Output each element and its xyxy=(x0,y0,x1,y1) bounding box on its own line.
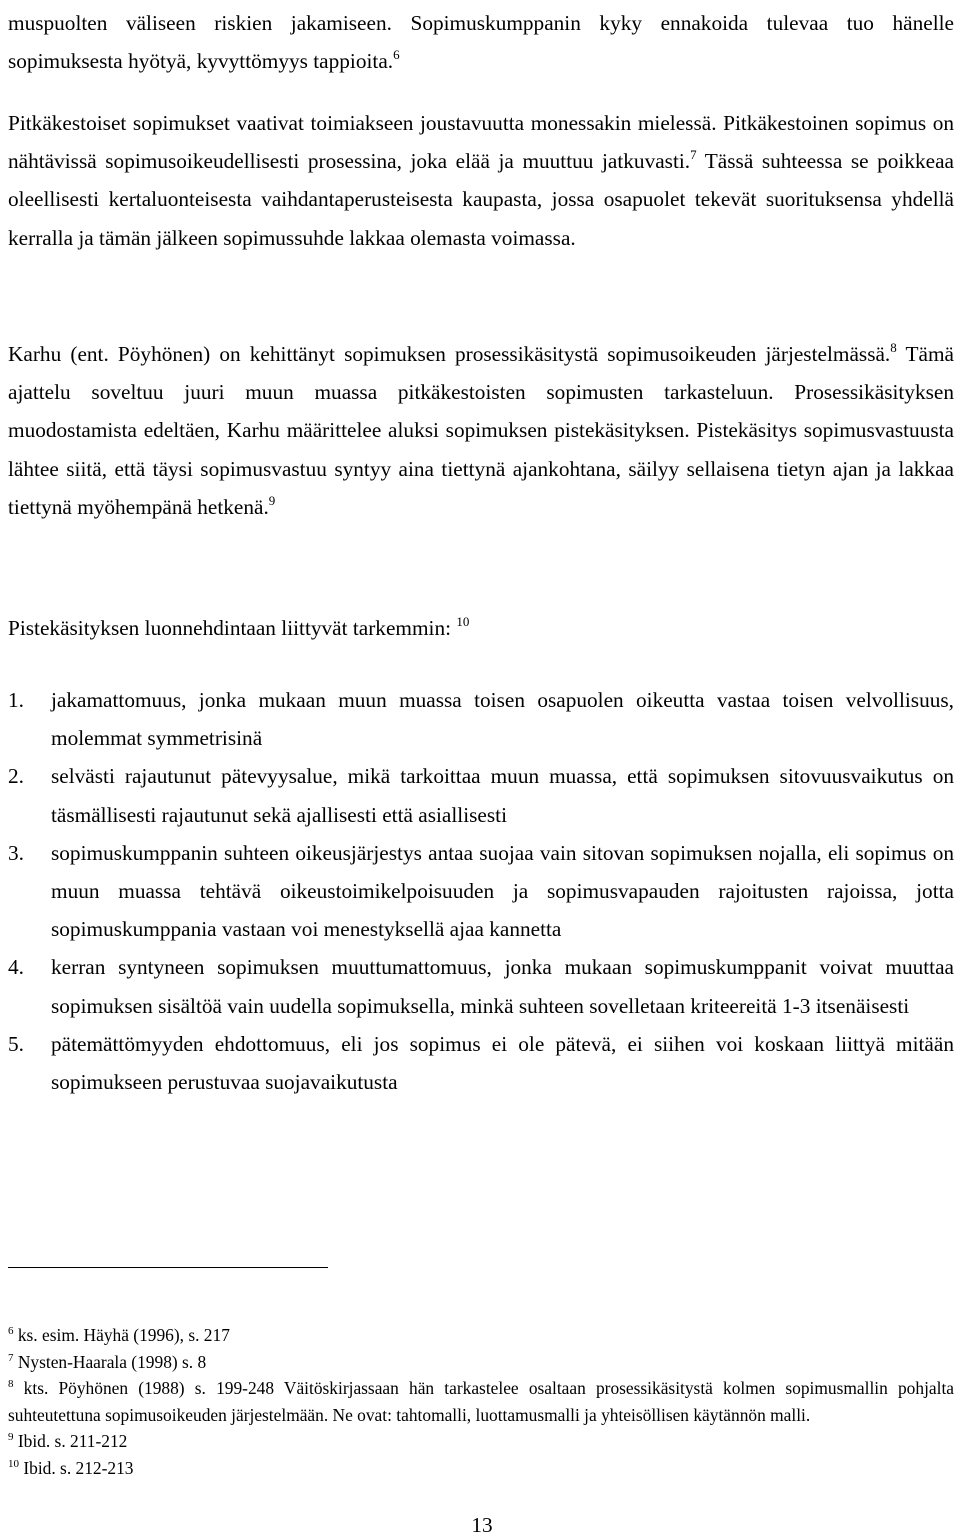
footnotes xyxy=(8,1322,954,1481)
list-item xyxy=(8,681,954,757)
footnote-number: 7 xyxy=(8,1351,14,1364)
list-item-text: selvästi rajautunut pätevyysalue, mikä tarkoittaa muun muassa, että sopimuksen sitovuusvaikutus on täsmällisesti rajautunut sekä ajallisesti että asiallisesti xyxy=(51,764,954,827)
footnote-ref-8[interactable]: 8 xyxy=(890,340,897,355)
list-item-number: 5. xyxy=(8,1031,24,1056)
paragraph-long-term-contracts: Pitkäkestoiset sopimukset vaativat toimiakseen joustavuutta monessakin mielessä. Pitkäkestoinen sopimus on nähtävissä sopimusoikeudellisesti prosessina, joka elää ja muuttuu jatkuvasti.$^7$ Tässä suhteessa se poikkeaa oleellisesti kertaluonteisesta vaihdantaperusteisesta kaupasta, jossa osapuolet tekevät suorituksensa yhdellä kerralla ja tämän jälkeen sopimussuhde lakkaa olemasta voimassa. xyxy=(8,111,954,250)
list-item-number: 1. xyxy=(8,688,24,712)
footnote-number: 9 xyxy=(8,1431,14,1443)
list-item xyxy=(8,757,954,833)
footnote-ref-10[interactable]: 10 xyxy=(456,614,470,629)
list-item-text: pätemättömyyden ehdottomuus, eli jos sopimus ei ole pätevä, ei siihen voi koskaan liittyä mitään sopimukseen perustuvaa suojavaikutusta xyxy=(51,1031,954,1095)
footnote-ref-6[interactable]: 6 xyxy=(393,47,400,63)
list-item xyxy=(8,834,954,949)
footnote-number: 6 xyxy=(8,1325,14,1337)
characteristics-list xyxy=(8,681,954,1101)
footnote-item xyxy=(8,1428,954,1455)
list-item-text: jakamattomuus, jonka mukaan muun muassa toisen osapuolen oikeutta vastaa toisen velvollisuus, molemmat symmetrisinä xyxy=(51,688,954,751)
list-item xyxy=(8,1025,954,1101)
list-item-text: kerran syntyneen sopimuksen muuttumattomuus, jonka mukaan sopimuskumppanit voivat muuttaa sopimuksen sisältöä vain uudella sopimuksella, minkä suhteen sovelletaan kriteereitä 1-3 itsenäisesti xyxy=(51,955,954,1018)
footnote-number: 10 xyxy=(8,1457,19,1470)
page-number: 13 xyxy=(471,1513,493,1537)
footnote-item xyxy=(8,1349,954,1376)
footnote-item xyxy=(8,1375,954,1428)
list-item-number: 3. xyxy=(8,840,24,865)
list-item-text: sopimuskumppanin suhteen oikeusjärjestys antaa suojaa vain sitovan sopimuksen nojalla, eli sopimus on muun muassa tehtävä oikeustoimikelpoisuuden ja sopimusvapauden rajoitusten rajoissa, jotta sopimuskumppania vastaan voi menestyksellä ajaa kannetta xyxy=(51,840,954,942)
footnote-item xyxy=(8,1322,954,1349)
footnote-text: Nysten-Haarala (1998) s. 8 xyxy=(13,1351,207,1372)
footnote-ref-7[interactable]: 7 xyxy=(690,147,697,163)
footnote-text: Ibid. s. 212-213 xyxy=(19,1457,134,1478)
footnote-item xyxy=(8,1455,954,1482)
paragraph-process-concept: Karhu (ent. Pöyhönen) on kehittänyt sopimuksen prosessikäsitystä sopimusoikeuden järjestelmässä.$^8$ Tämä ajattelu soveltuu juuri muun muassa pitkäkestoisten sopimusten tarkasteluun. Prosessikäsityksen muodostamista edeltäen, Karhu määrittelee aluksi sopimuksen pistekäsityksen. Pistekäsitys sopimusvastuusta lähtee siitä, että täysi sopimusvastuu syntyy aina tiettynä ajankohtana, säilyy sellaisena tietyn ajan ja lakkaa tiettynä myöhempänä hetkenä.$^9$ xyxy=(8,340,954,519)
footnote-text: ks. esim. Häyhä (1996), s. 217 xyxy=(13,1325,230,1345)
footnote-separator xyxy=(8,1267,328,1268)
list-item xyxy=(8,948,954,1024)
list-item-number: 2. xyxy=(8,764,24,789)
footnote-ref-9[interactable]: 9 xyxy=(268,492,276,508)
footnote-number: 8 xyxy=(8,1378,14,1390)
paragraph-list-intro: Pistekäsityksen luonnehdintaan liittyvät tarkemmin: $^{10}$ xyxy=(8,614,470,640)
list-item-number: 4. xyxy=(8,955,24,980)
paragraph-risk-sharing: muspuolten väliseen riskien jakamiseen. Sopimuskumppanin kyky ennakoida tulevaa tuo hänelle sopimuksesta hyötyä, kyvyttömyys tappioita.$^6$ xyxy=(8,11,954,74)
footnote-text: kts. Pöyhönen (1988) s. 199-248 Väitöskirjassaan hän tarkastelee osaltaan prosessikäsitystä kolmen sopimusmallin pohjalta suhteutettuna sopimusoikeuden järjestelmään. Ne ovat: tahtomalli, luottamusmalli ja yhteisöllisen käytännön malli. xyxy=(8,1378,954,1425)
footnote-text: Ibid. s. 211-212 xyxy=(13,1431,128,1451)
